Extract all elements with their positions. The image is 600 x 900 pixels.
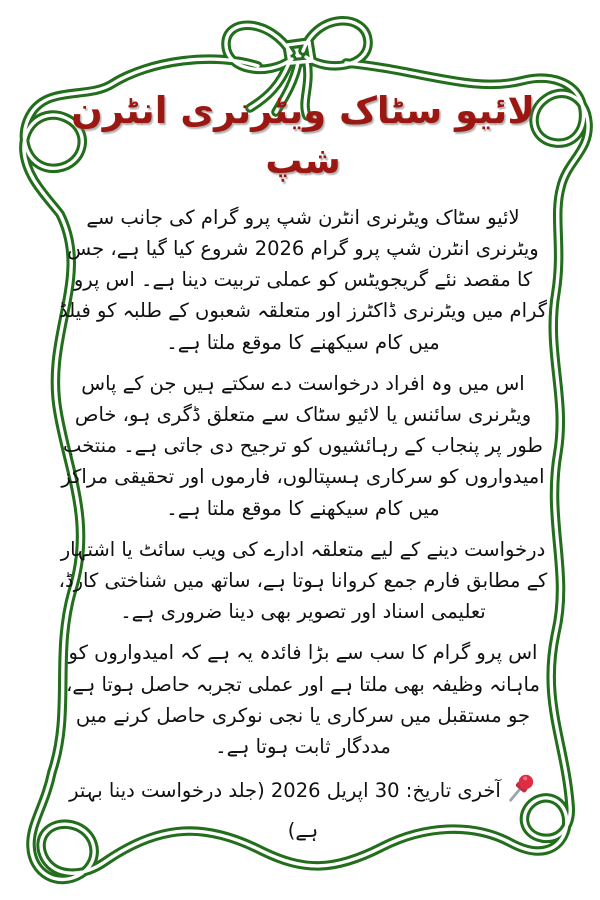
paragraph-eligibility: اس میں وہ افراد درخواست دے سکتے ہیں جن کے پاس ویٹرنری سائنس یا لائیو سٹاک سے متعلق ڈگری ہو، خاص طور پر پنجاب کے رہائشیوں کو ترجیح دی جاتی ہے۔ منتخب امیدواروں کو سرکاری ہسپتالوں، فارموں اور تحقیقی مراکز میں کام سیکھنے کا موقع ملتا ہے۔ — [61, 371, 545, 520]
deadline-line — [58, 772, 548, 846]
paragraph-intro: لائیو سٹاک ویٹرنری انٹرن شپ پرو گرام کی جانب سے ویٹرنری انٹرن شپ پرو گرام 2026 شروع کیا گیا ہے، جس کا مقصد نئے گریجویٹس کو عملی تربیت دینا ہے۔ اس پرو گرام میں ویٹرنری ڈاکٹرز اور متعلقہ شعبوں کے طلبہ کو فیلڈ میں کام سیکھنے کا موقع ملتا ہے۔ — [58, 205, 548, 354]
deadline-text: آخری تاریخ: 30 اپریل 2026 (جلد درخواست دینا بہتر ہے) — [69, 779, 501, 843]
poster-title: لائیو سٹاک ویٹرنری انٹرن شپ — [71, 89, 535, 182]
paragraph-application: درخواست دینے کے لیے متعلقہ ادارے کی ویب سائٹ یا اشتہار کے مطابق فارم جمع کروانا ہوتا ہے، ساتھ میں شناختی کارڈ، تعلیمی اسناد اور تصویر بھی دینا ضروری ہے۔ — [58, 537, 548, 624]
pushpin-icon — [503, 772, 537, 815]
poster-content — [58, 86, 548, 846]
paragraph-benefits: اس پرو گرام کا سب سے بڑا فائدہ یہ ہے کہ امیدواروں کو ماہانہ وظیفہ بھی ملتا ہے اور عملی تجربہ حاصل ہوتا ہے، جو مستقبل میں سرکاری یا نجی نوکری حاصل کرنے میں مددگار ثابت ہوتا ہے۔ — [66, 641, 540, 758]
